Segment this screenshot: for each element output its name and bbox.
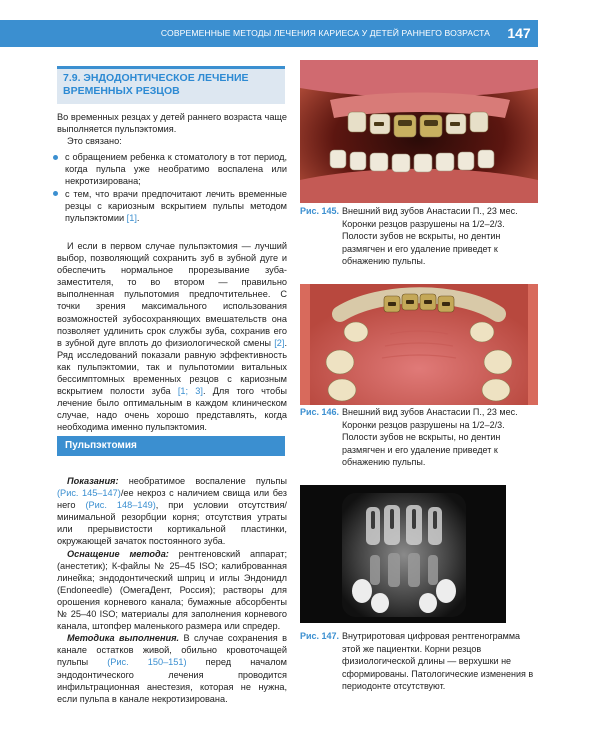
- intro-paragraph: Во временных резцах у детей раннего возраста чаще выполняется пульпэктомия.: [57, 112, 287, 135]
- bullet-item-1: [57, 151, 287, 187]
- bullet-dot: [53, 191, 58, 196]
- figure-146-caption: [300, 406, 538, 469]
- figure-145-caption: [300, 205, 538, 268]
- figure-label: Рис. 147.: [300, 631, 340, 641]
- running-header: [0, 20, 538, 47]
- xray-image: [300, 485, 506, 623]
- indications-paragraph: Показания: необратимое воспаление пульпы (Рис. 145–147)/ее некроз с наличием свища или без него (Рис. 148–149), при условии отсутствия/минимальной резорбции корня; отсутствия утраты или прерывистости кортикальной пластинки, окружающей зачаток постоянного зуба.: [57, 476, 287, 547]
- technique-paragraph: Методика выполнения. В случае сохранения в канале остатков живой, обильно кровоточащей пульпы (Рис. 150–151) перед началом эндодонтического лечения проводится инфильтрационная анестезия, которая не нужна, если пульпа в канале некротизирована.: [57, 633, 288, 704]
- figure-caption-text: Внешний вид зубов Анастасии П., 23 мес. Коронки резцов разрушены на 1/2–2/3. Полости зубов не вскрыты, но дентин размягчен и его удаление приведет к обнажению пульпы.: [342, 407, 518, 468]
- figure-label: Рис. 146.: [300, 407, 340, 417]
- figure-ref[interactable]: (Рис. 150–151): [107, 657, 187, 668]
- citation-ref[interactable]: [2]: [274, 337, 285, 348]
- citation-ref[interactable]: [1]: [126, 212, 137, 223]
- figure-ref[interactable]: (Рис. 145–147): [57, 488, 121, 499]
- section-title: 7.9. ЭНДОДОНТИЧЕСКОЕ ЛЕЧЕНИЕ ВРЕМЕННЫХ РЕЗЦОВ: [63, 72, 249, 97]
- technique-label: Методика выполнения.: [67, 633, 180, 644]
- bullet-item-2-text: с тем, что врачи предпочитают лечить временные резцы с кариозным вскрытием пульпы методом пульпэктомии: [65, 188, 287, 223]
- bullet-item-1-text: с обращением ребенка к стоматологу в тот период, когда пульпа уже необратимо воспалена или некротизирована;: [65, 152, 287, 187]
- figure-146-photo: [300, 284, 538, 405]
- equipment-paragraph: Оснащение метода: рентгеновский аппарат; (анестетик); К-файлы № 25–45 ISO; калиброванная линейка; эндодонтический шприц и иглы Эндонидл (Endoneedle) (ОмегаДент, Россия); растворы для орошения корневого канала; бумажные абсорбенты № 25–40 ISO; материалы для заполнения корневого канала, штопфер маленького размера или спредер.: [57, 548, 288, 632]
- citation-ref[interactable]: [1; 3]: [177, 386, 203, 397]
- figure-caption-text: Внутриротовая цифровая рентгенограмма этой же пациентки. Корни резцов физиологической длины — верхушки не сформированы. Патологические изменения в периодонте отсутствуют.: [342, 631, 534, 692]
- running-header-title: СОВРЕМЕННЫЕ МЕТОДЫ ЛЕЧЕНИЯ КАРИЕСА У ДЕТЕЙ РАННЕГО ВОЗРАСТА: [160, 28, 490, 38]
- figure-caption-text: Внешний вид зубов Анастасии П., 23 мес. Коронки резцов разрушены на 1/2–2/3. Полости зубов не вскрыты, но дентин размягчен и его удаление приведет к обнажению пульпы.: [342, 206, 518, 267]
- subsection-heading-bar: [57, 436, 285, 456]
- figure-ref[interactable]: (Рис. 148–149): [85, 500, 156, 511]
- teeth-photo-occlusal: [300, 284, 538, 405]
- figure-147-caption: [300, 630, 538, 693]
- subsection-title: Пульпэктомия: [65, 440, 137, 451]
- indications-label: Показания:: [67, 476, 119, 486]
- figure-label: Рис. 145.: [300, 206, 340, 216]
- page-number: 147: [507, 25, 531, 41]
- equipment-label: Оснащение метода:: [67, 548, 169, 559]
- bullet-item-2: с тем, что врачи предпочитают лечить временные резцы с кариозным вскрытием пульпы методом пульпэктомии [1].: [57, 188, 287, 224]
- section-heading-box: [57, 66, 285, 104]
- figure-145-photo: [300, 60, 538, 203]
- intro-paragraph-2: Это связано:: [67, 136, 122, 147]
- intro-block: [57, 111, 287, 224]
- pulpectomy-block: [57, 475, 287, 705]
- figure-147-xray: [300, 485, 506, 623]
- main-paragraph: И если в первом случае пульпэктомия — лучший выбор, позволяющий сохранить зуб в зубной дуге и обеспечить нормальное прорезывание зуба-заместителя, то во втором — правильно выполненная пульпотомия предпочтительнее. С точки зрения максимального использования возможностей зубосохраняющих вмешательств она позволяет удлинить срок службы зуба, сохранив его в зубной дуге вплоть до физиологической смены [2]. Ряд исследований показали равную эффективность как пульпэктомии, так и пульпотомии витальных бессимптомных временных резцов с кариозным вскрытием полости зуба [1; 3]. Для того чтобы лечение было оптимальным в каждом клиническом случае, надо очень хорошо представлять, когда необходима именно пульпэктомия.: [57, 241, 288, 433]
- bullet-dot: [53, 155, 58, 160]
- teeth-photo-frontal: [300, 60, 538, 203]
